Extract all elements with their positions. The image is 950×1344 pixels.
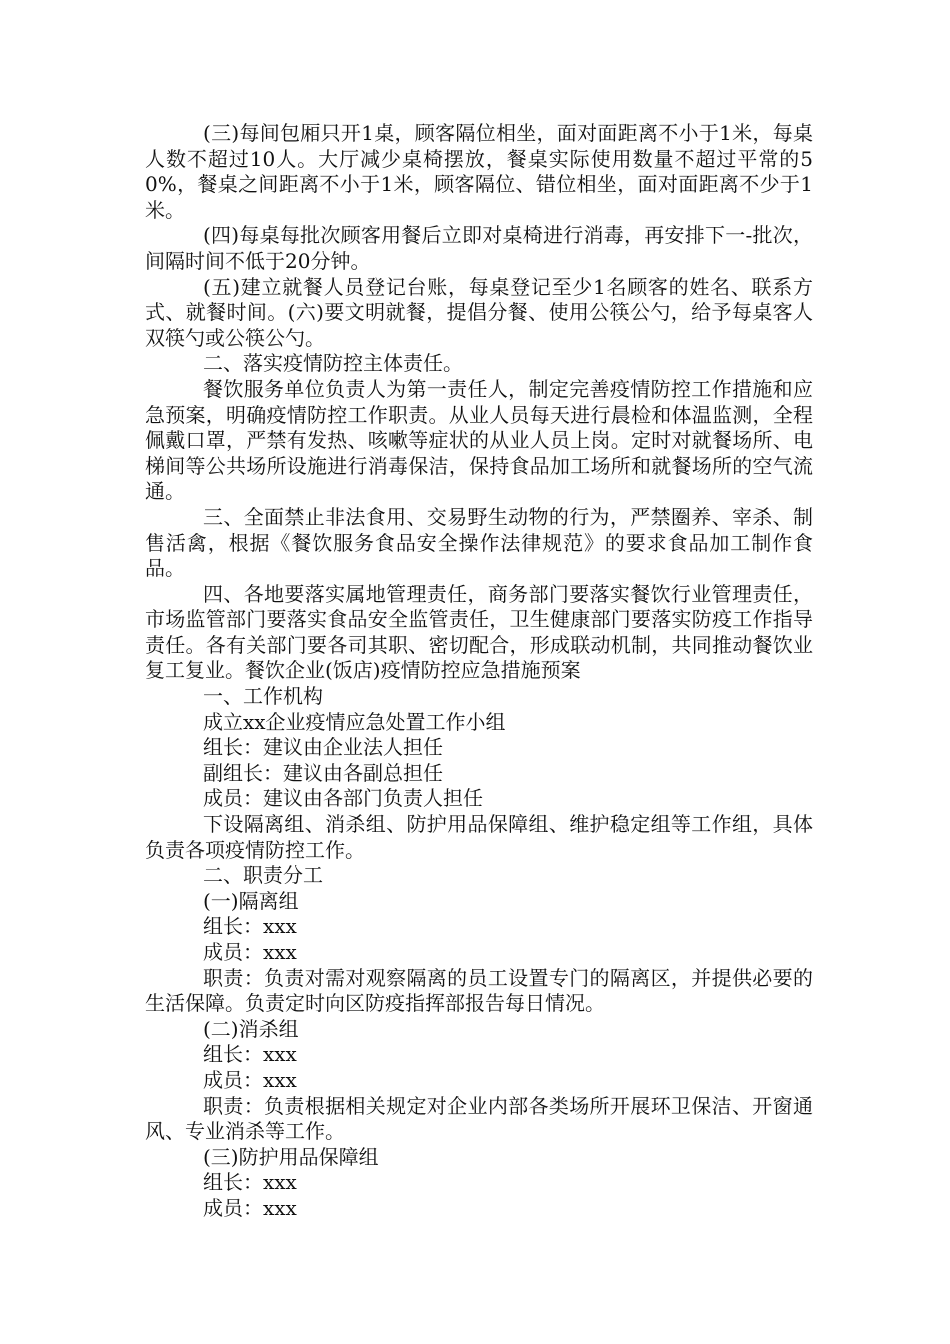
paragraph: 组长：建议由企业法人担任 <box>203 735 443 760</box>
paragraph: 组长：xxx <box>203 1042 297 1067</box>
paragraph: 成立xx企业疫情应急处置工作小组 <box>203 709 506 734</box>
paragraph: 成员：xxx <box>203 940 297 964</box>
paragraph: 成员：xxx <box>203 1195 297 1220</box>
subsection-heading: (二)消杀组 <box>203 1016 299 1041</box>
subsection-heading: (一)隔离组 <box>203 888 299 913</box>
subsection-heading: (三)防护用品保障组 <box>203 1144 379 1169</box>
paragraph: 副组长：建议由各副总担任 <box>203 760 443 785</box>
section-heading: 一、工作机构 <box>203 684 323 709</box>
paragraph: 餐饮服务单位负责人为第一责任人，制定完善疫情防控工作措施和应急预案，明确疫情防控工作职责。从业人员每天进行晨检和体温监测，全程佩戴口罩，严禁有发热、咳嗽等症状的从业人员上岗。定时对就餐场所、电梯间等公共场所设施进行消毒保洁，保持食品加工场所和就餐场所的空气流通。 <box>145 376 813 504</box>
paragraph: 职责：负责根据相关规定对企业内部各类场所开展环卫保洁、开窗通风、专业消杀等工作。 <box>145 1093 813 1144</box>
paragraph: 成员：xxx <box>203 1067 297 1092</box>
paragraph: 四、各地要落实属地管理责任，商务部门要落实餐饮行业管理责任，市场监管部门要落实食品安全监管责任，卫生健康部门要落实防疫工作指导责任。各有关部门要各司其职、密切配合，形成联动机制，共同推动餐饮业复工复业。餐饮企业(饭店)疫情防控应急措施预案 <box>145 581 813 683</box>
paragraph: 三、全面禁止非法食用、交易野生动物的行为，严禁圈养、宰杀、制售活禽，根据《餐饮服务食品安全操作法律规范》的要求食品加工制作食品。 <box>145 504 813 581</box>
section-heading: 二、落实疫情防控主体责任。 <box>203 351 463 376</box>
paragraph: (五)建立就餐人员登记台账，每桌登记至少1名顾客的姓名、联系方式、就餐时间。(六)要文明就餐，提倡分餐、使用公筷公勺，给予每桌客人双筷勺或公筷公勺。 <box>145 274 813 350</box>
paragraph: 组长：xxx <box>203 914 297 939</box>
paragraph: 职责：负责对需对观察隔离的员工设置专门的隔离区，并提供必要的生活保障。负责定时向区防疫指挥部报告每日情况。 <box>145 965 813 1016</box>
paragraph: (四)每桌每批次顾客用餐后立即对桌椅进行消毒，再安排下一-批次，间隔时间不低于20分钟。 <box>145 223 813 273</box>
section-heading: 二、职责分工 <box>203 863 323 888</box>
paragraph: 组长：xxx <box>203 1170 297 1195</box>
paragraph: 下设隔离组、消杀组、防护用品保障组、维护稳定组等工作组，具体负责各项疫情防控工作。 <box>145 812 813 862</box>
paragraph: (三)每间包厢只开1桌，顾客隔位相坐，面对面距离不小于1米，每桌人数不超过10人。大厅减少桌椅摆放，餐桌实际使用数量不超过平常的50%，餐桌之间距离不小于1米，顾客隔位、错位相坐，面对面距离不少于1米。 <box>145 121 813 222</box>
paragraph: 成员：建议由各部门负责人担任 <box>203 786 483 811</box>
document-page <box>145 121 813 1222</box>
